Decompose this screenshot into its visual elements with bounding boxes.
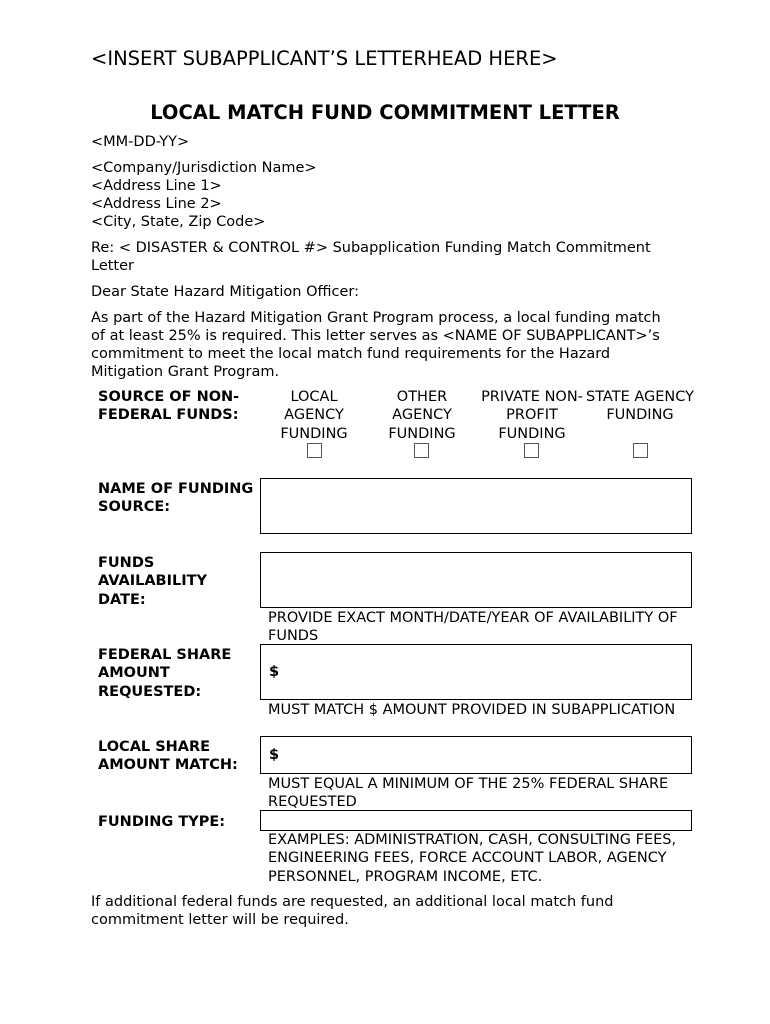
- letterhead-placeholder: <INSERT SUBAPPLICANT’S LETTERHEAD HERE>: [91, 47, 558, 70]
- address-line-2: <Address Line 2>: [91, 196, 222, 212]
- checkbox-state-agency[interactable]: [633, 443, 648, 458]
- availability-date-field[interactable]: [260, 552, 692, 608]
- recipient-name: <Company/Jurisdiction Name>: [91, 160, 317, 176]
- federal-share-label: FEDERAL SHARE AMOUNT REQUESTED:: [98, 647, 232, 700]
- availability-date-label: FUNDS AVAILABILITY DATE:: [98, 555, 208, 608]
- funding-type-field[interactable]: [260, 810, 692, 831]
- re-line: Re: < DISASTER & CONTROL #> Subapplication Funding Match Commitment Letter: [91, 240, 651, 274]
- salutation: Dear State Hazard Mitigation Officer:: [91, 284, 359, 300]
- option-private-label: PRIVATE NON-PROFIT FUNDING: [481, 389, 583, 442]
- checkbox-private-non-profit[interactable]: [524, 443, 539, 458]
- funding-source-field[interactable]: [260, 478, 692, 534]
- body-paragraph: As part of the Hazard Mitigation Grant Program process, a local funding match of at least 25% is required. This letter serves as <NAME OF SUBAPPLICANT>’s commitment to meet the local match fund requirements for the Hazard Mitigation Grant Program.: [91, 310, 661, 380]
- source-label: SOURCE OF NON-FEDERAL FUNDS:: [98, 389, 240, 424]
- local-share-field[interactable]: [260, 736, 692, 774]
- funding-type-hint: EXAMPLES: ADMINISTRATION, CASH, CONSULTING FEES, ENGINEERING FEES, FORCE ACCOUNT LABOR, AGENCY PERSONNEL, PROGRAM INCOME, ETC.: [268, 832, 677, 885]
- option-state-label: STATE AGENCY FUNDING: [586, 389, 694, 424]
- letter-date: <MM-DD-YY>: [91, 134, 190, 150]
- federal-share-field[interactable]: [260, 644, 692, 700]
- address-line-1: <Address Line 1>: [91, 178, 222, 194]
- closing-paragraph: If additional federal funds are requested, an additional local match fund commitment letter will be required.: [91, 894, 614, 928]
- federal-share-value: $: [269, 664, 280, 680]
- local-share-value: $: [269, 747, 280, 763]
- local-share-hint: MUST EQUAL A MINIMUM OF THE 25% FEDERAL SHARE REQUESTED: [268, 776, 669, 811]
- document-title: LOCAL MATCH FUND COMMITMENT LETTER: [150, 101, 620, 124]
- funding-source-label: NAME OF FUNDING SOURCE:: [98, 481, 254, 516]
- federal-share-hint: MUST MATCH $ AMOUNT PROVIDED IN SUBAPPLICATION: [268, 702, 676, 718]
- option-local-label: LOCAL AGENCY FUNDING: [280, 389, 348, 442]
- checkbox-other-agency[interactable]: [414, 443, 429, 458]
- funding-type-label: FUNDING TYPE:: [98, 814, 226, 830]
- checkbox-local-agency[interactable]: [307, 443, 322, 458]
- availability-date-hint: PROVIDE EXACT MONTH/DATE/YEAR OF AVAILABILITY OF FUNDS: [268, 610, 678, 645]
- option-other-label: OTHER AGENCY FUNDING: [388, 389, 456, 442]
- local-share-label: LOCAL SHARE AMOUNT MATCH:: [98, 739, 238, 774]
- address-city: <City, State, Zip Code>: [91, 214, 266, 230]
